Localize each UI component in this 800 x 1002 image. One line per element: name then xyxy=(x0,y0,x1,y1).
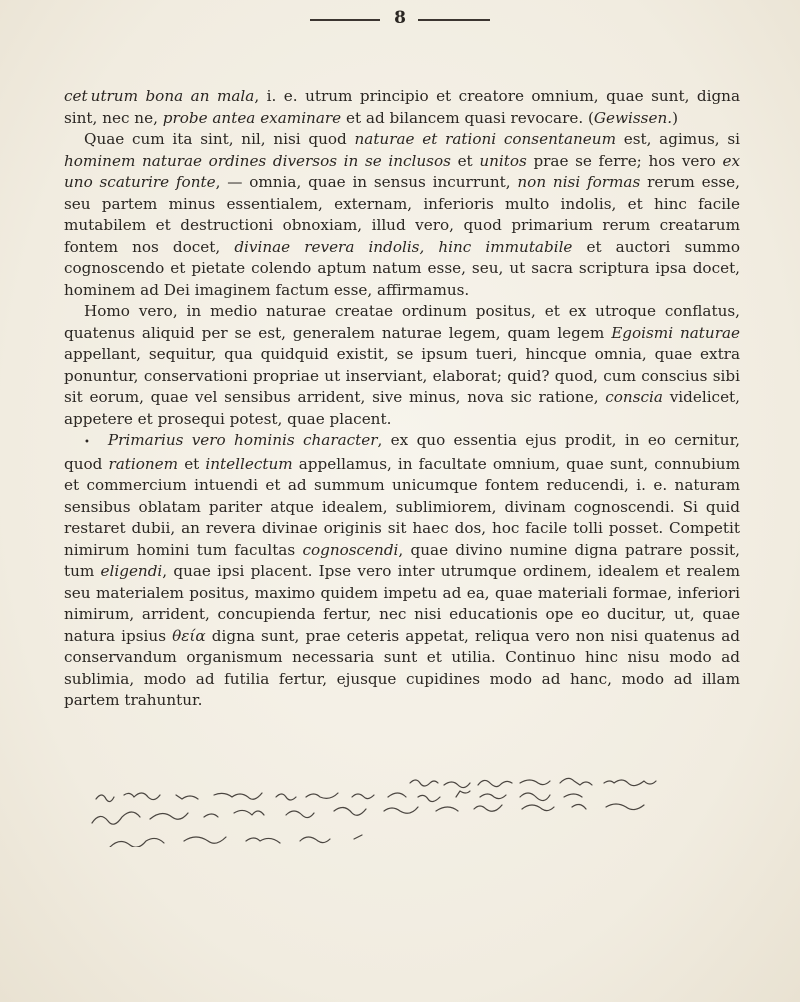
italic-text-segment: cet xyxy=(64,87,88,105)
italic-text-segment: unitos xyxy=(479,151,527,170)
text-segment: ) xyxy=(672,108,679,127)
text-segment: prae se ferre; hos vero xyxy=(526,151,723,170)
text-segment: et xyxy=(178,454,206,473)
italic-text-segment: hominem naturae ordines diversos in se inclusos xyxy=(64,151,451,170)
text-segment: Homo vero, in medio naturae creatae ordinum positus, et ex utroque conflatus, quatenus aliquid per se est, generalem naturae legem, quam legem xyxy=(64,302,740,342)
handwritten-annotation xyxy=(90,777,800,847)
italic-text-segment: cognoscendi xyxy=(302,540,399,559)
italic-text-segment: non nisi formas xyxy=(517,173,641,191)
italic-text-segment: eligendi xyxy=(100,562,163,580)
text-segment: , quae ipsi placent. Ipse vero inter utrumque ordinem, idealem et realem seu materialem positus, maximo quidem impetu ad ea, quae materiali formae, inferiori nimirum, arrident, concupienda fertur, nec nisi educationis ope eo ducitur, ut, quae natura ipsius xyxy=(64,562,740,645)
text-segment: , — omnia, quae in sensus incurrunt, xyxy=(215,173,518,191)
text-segment: et xyxy=(450,151,480,170)
italic-text-segment: utrum bona an mala xyxy=(90,87,255,105)
handwriting-scribble xyxy=(90,777,800,847)
paragraph xyxy=(64,129,740,301)
body-text xyxy=(64,86,740,712)
page-number: 8 xyxy=(394,8,406,28)
header-rule-left xyxy=(310,19,380,21)
italic-text-segment: divinae revera indolis, hinc immutabile xyxy=(234,237,573,256)
page-header xyxy=(0,6,800,32)
text-segment: , ex quo essentia ejus prodit, in eo cernitur, quod xyxy=(64,431,740,473)
italic-text-segment: intellectum xyxy=(205,454,293,473)
text-segment: rerum esse, seu partem minus essentialem, externam, inferioris multo indolis, et hinc facile mutabilem et destructioni obnoxiam, illud vero, quod primarium rerum creatarum fontem nos docet, xyxy=(64,173,740,256)
italic-text-segment: Gewissen. xyxy=(593,108,673,127)
paragraph xyxy=(64,301,740,430)
text-segment: videlicet, appetere et prosequi potest, quae placent. xyxy=(64,388,740,428)
bullet-mark: • xyxy=(84,437,90,448)
header-rule-right xyxy=(418,19,490,21)
italic-text-segment: ex uno scaturire fonte xyxy=(64,151,741,191)
italic-text-segment: θεία xyxy=(172,626,206,645)
text-segment: , quae divino numine digna patrare possit, tum xyxy=(64,540,740,580)
italic-text-segment: rationem xyxy=(108,454,179,473)
paragraph xyxy=(64,430,740,712)
italic-text-segment: Primarius vero hominis character xyxy=(107,431,378,449)
italic-text-segment: Egoismi naturae xyxy=(611,323,740,342)
text-segment: et ad bilancem quasi revocare. ( xyxy=(341,108,594,127)
text-segment: appellamus, in facultate omnium, quae sunt, connubium et commercium intuendi et ad summum unicumque fontem reducendi, i. e. naturam sensibus oblatam pariter atque idealem, sublimiorem, divinam cognoscendi. Si quid restaret dubii, an revera divinae originis sit haec dos, hoc facile tolli posset. Competit nimirum homini tum facultas xyxy=(64,454,740,559)
italic-text-segment: probe antea examinare xyxy=(162,108,342,127)
italic-text-segment: conscia xyxy=(605,388,663,406)
text-segment: est, agimus, si xyxy=(615,130,740,148)
text-segment: Quae cum ita sint, nil, nisi quod xyxy=(84,130,355,148)
text-segment: appellant, sequitur, qua quidquid existit, se ipsum tueri, hincque omnia, quae extra ponuntur, conservationi propriae ut inserviant, elaborat; quid? quod, cum conscius sibi sit eorum, quae vel sensibus arrident, sive minus, nova sic ratione, xyxy=(64,345,740,406)
paragraph xyxy=(64,86,740,129)
text-segment: , i. e. utrum principio et creatore omnium, quae sunt, digna sint, nec ne, xyxy=(64,87,741,127)
text-segment: digna sunt, prae ceteris appetat, reliqua vero non nisi quatenus ad conservandum organismum necessaria sunt et utilia. Continuo hinc nisu modo ad sublimia, modo ad futilia fertur, ejusque cupidines modo ad hanc, modo ad illam partem trahuntur. xyxy=(64,626,740,709)
italic-text-segment: naturae et rationi consentaneum xyxy=(354,130,616,148)
text-segment: et auctori summo cognoscendo et pietate colendo aptum natum esse, seu, ut sacra scriptura ipsa docet, hominem ad Dei imaginem factum esse, affirmamus. xyxy=(64,237,740,299)
